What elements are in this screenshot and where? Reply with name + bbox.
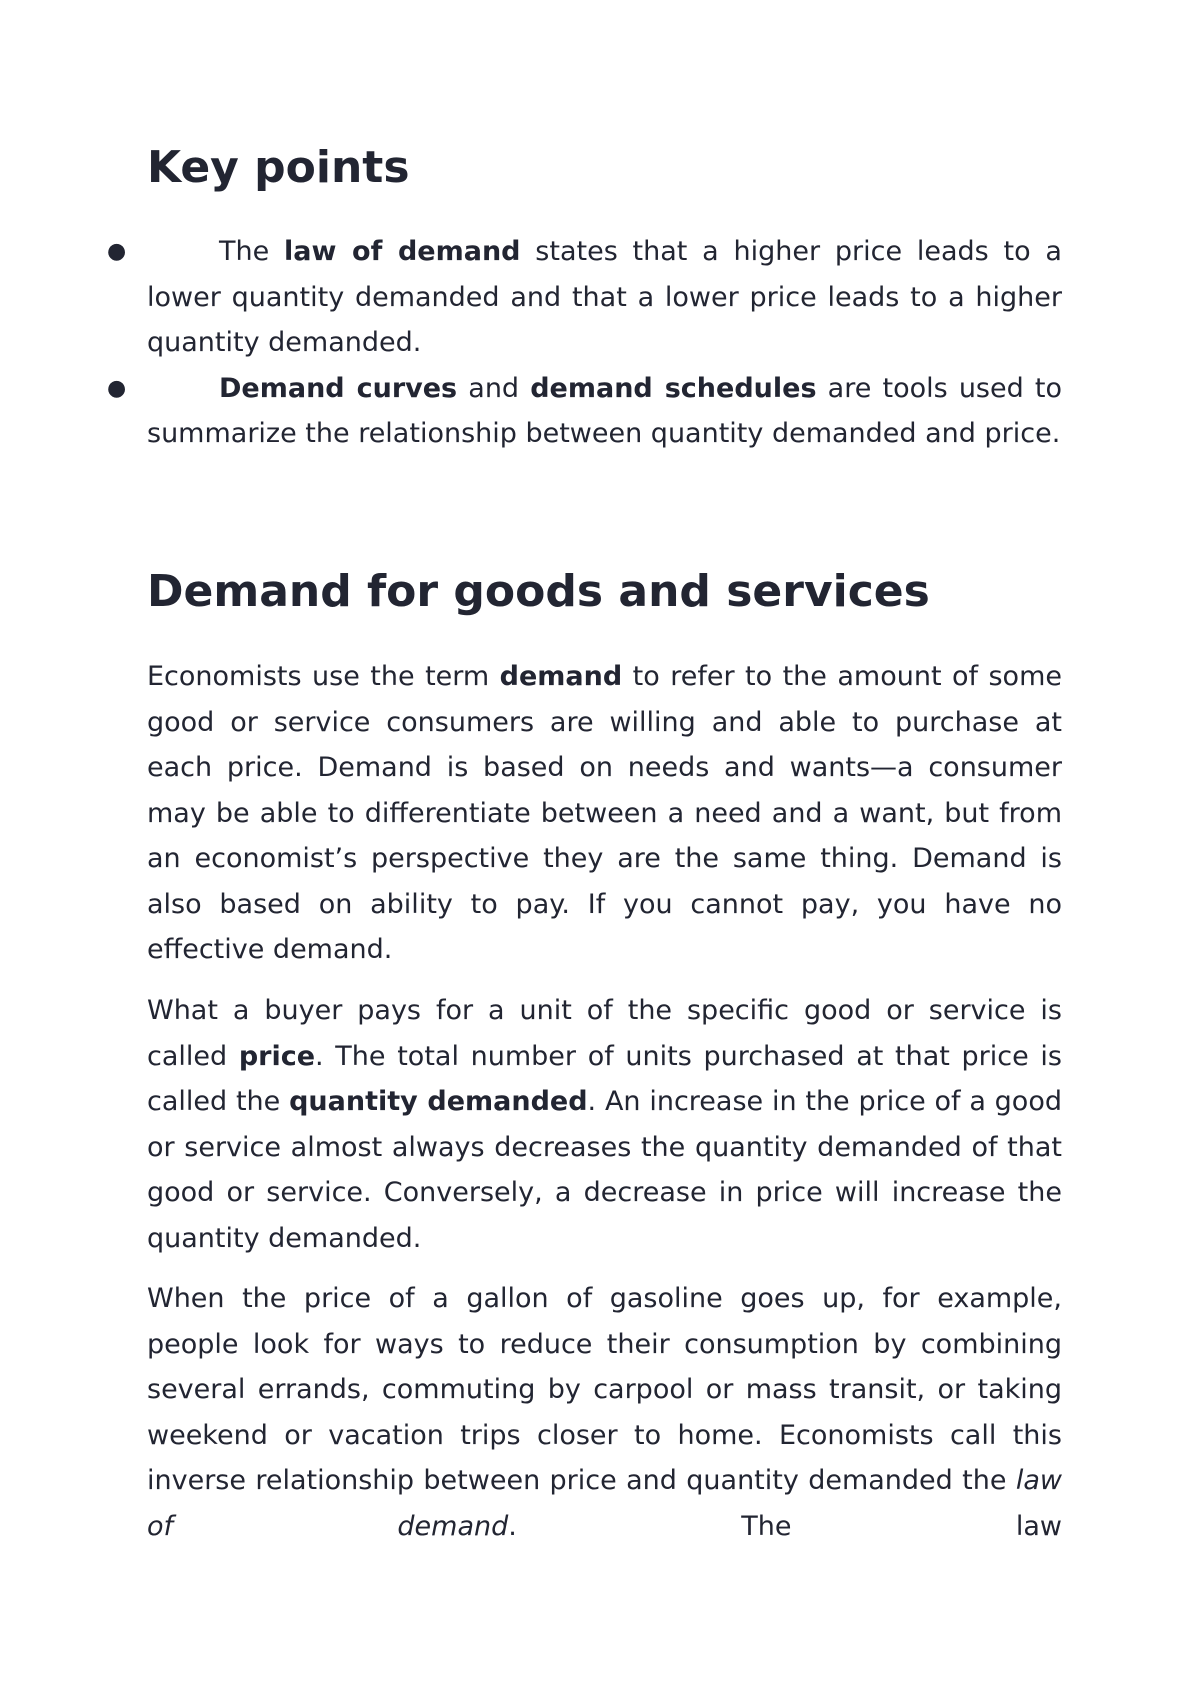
bullet-text-post: are tools used to summarize the relationship between quantity demanded and price. <box>147 372 1062 449</box>
bold-term: price <box>238 1040 316 1072</box>
bullet-bold-term: law of demand <box>284 236 521 267</box>
bullet-text-pre: The <box>219 236 285 267</box>
paragraph-text: . The total number of units purchased at that price is called the <box>147 1040 1062 1117</box>
bullet-dot-icon: ● <box>107 239 127 264</box>
bullet-bold-term: Demand curves <box>219 372 458 404</box>
paragraph-text: When the price of a gallon of gasoline goes up, for example, people look for ways to reduce their consumption by combining several errands, commuting by carpool or mass transit, or taking weekend or vacation trips closer to home. Economists call this inverse relationship between price and quantity demanded the <box>147 1283 1062 1496</box>
paragraph-gasoline-example <box>147 1276 1062 1549</box>
bullet-text-mid: and <box>457 372 531 404</box>
section-heading: Demand for goods and services <box>147 566 930 617</box>
key-points-list <box>107 229 1062 457</box>
bullet-dot-icon: ● <box>107 375 127 401</box>
paragraph-text: . The law <box>508 1510 1062 1542</box>
paragraph-text: Economists use the term <box>147 661 500 692</box>
paragraph-demand-definition <box>147 654 1062 973</box>
key-points-heading: Key points <box>147 142 410 193</box>
bullet-text-post: states that a higher price leads to a lower quantity demanded and that a lower price leads to a higher quantity demanded. <box>147 236 1062 358</box>
paragraph-text: What a buyer pays for a unit of the specific good or service is called <box>147 995 1062 1072</box>
bullet-bold-term: demand schedules <box>530 372 817 404</box>
paragraph-price-definition <box>147 988 1062 1261</box>
paragraph-text: . An increase in the price of a good or service almost always decreases the quantity demanded of that good or service. Conversely, a decrease in price will increase the quantity demanded. <box>147 1086 1062 1254</box>
paragraph-text: to refer to the amount of some good or service consumers are willing and able to purchase at each price. Demand is based on needs and wants—a consumer may be able to differentiate between a need and a want, but from an economist’s perspective they are the same thing. Demand is also based on ability to pay. If you cannot pay, you have no effective demand. <box>147 661 1062 965</box>
italic-term: law of demand <box>147 1465 1062 1542</box>
bold-term: demand <box>499 661 623 692</box>
list-item <box>107 366 1062 457</box>
list-item <box>107 229 1062 366</box>
bold-term: quantity demanded <box>289 1086 588 1117</box>
